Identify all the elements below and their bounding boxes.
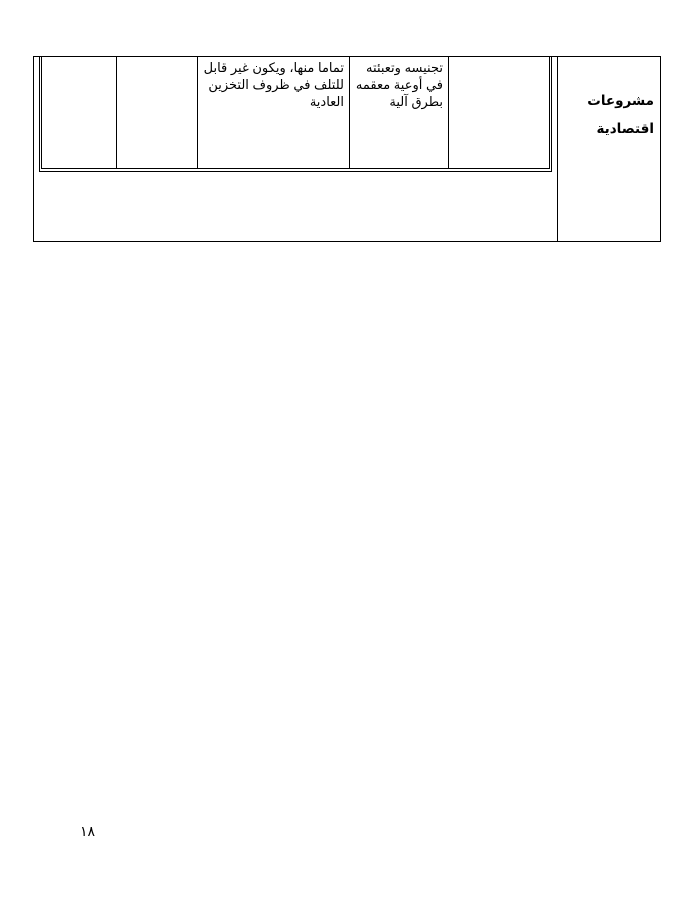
inner-column-divider [349,57,350,169]
inner-table [39,57,552,172]
page-number: ١٨ [80,824,96,840]
outer-table [33,56,661,242]
category-label: مشروعات اقتصادية [587,93,654,136]
table-cell-processing: تجنيسه وتعبئته في أوعية معقمه بطرق آلية [355,60,443,109]
category-label-cell [558,57,660,241]
table-cell-description: تماما منها، ويكون غير قابل للتلف في ظروف التخزين العادية [203,60,344,109]
inner-column-divider [448,57,449,169]
inner-column-divider [116,57,117,169]
inner-column-divider [197,57,198,169]
